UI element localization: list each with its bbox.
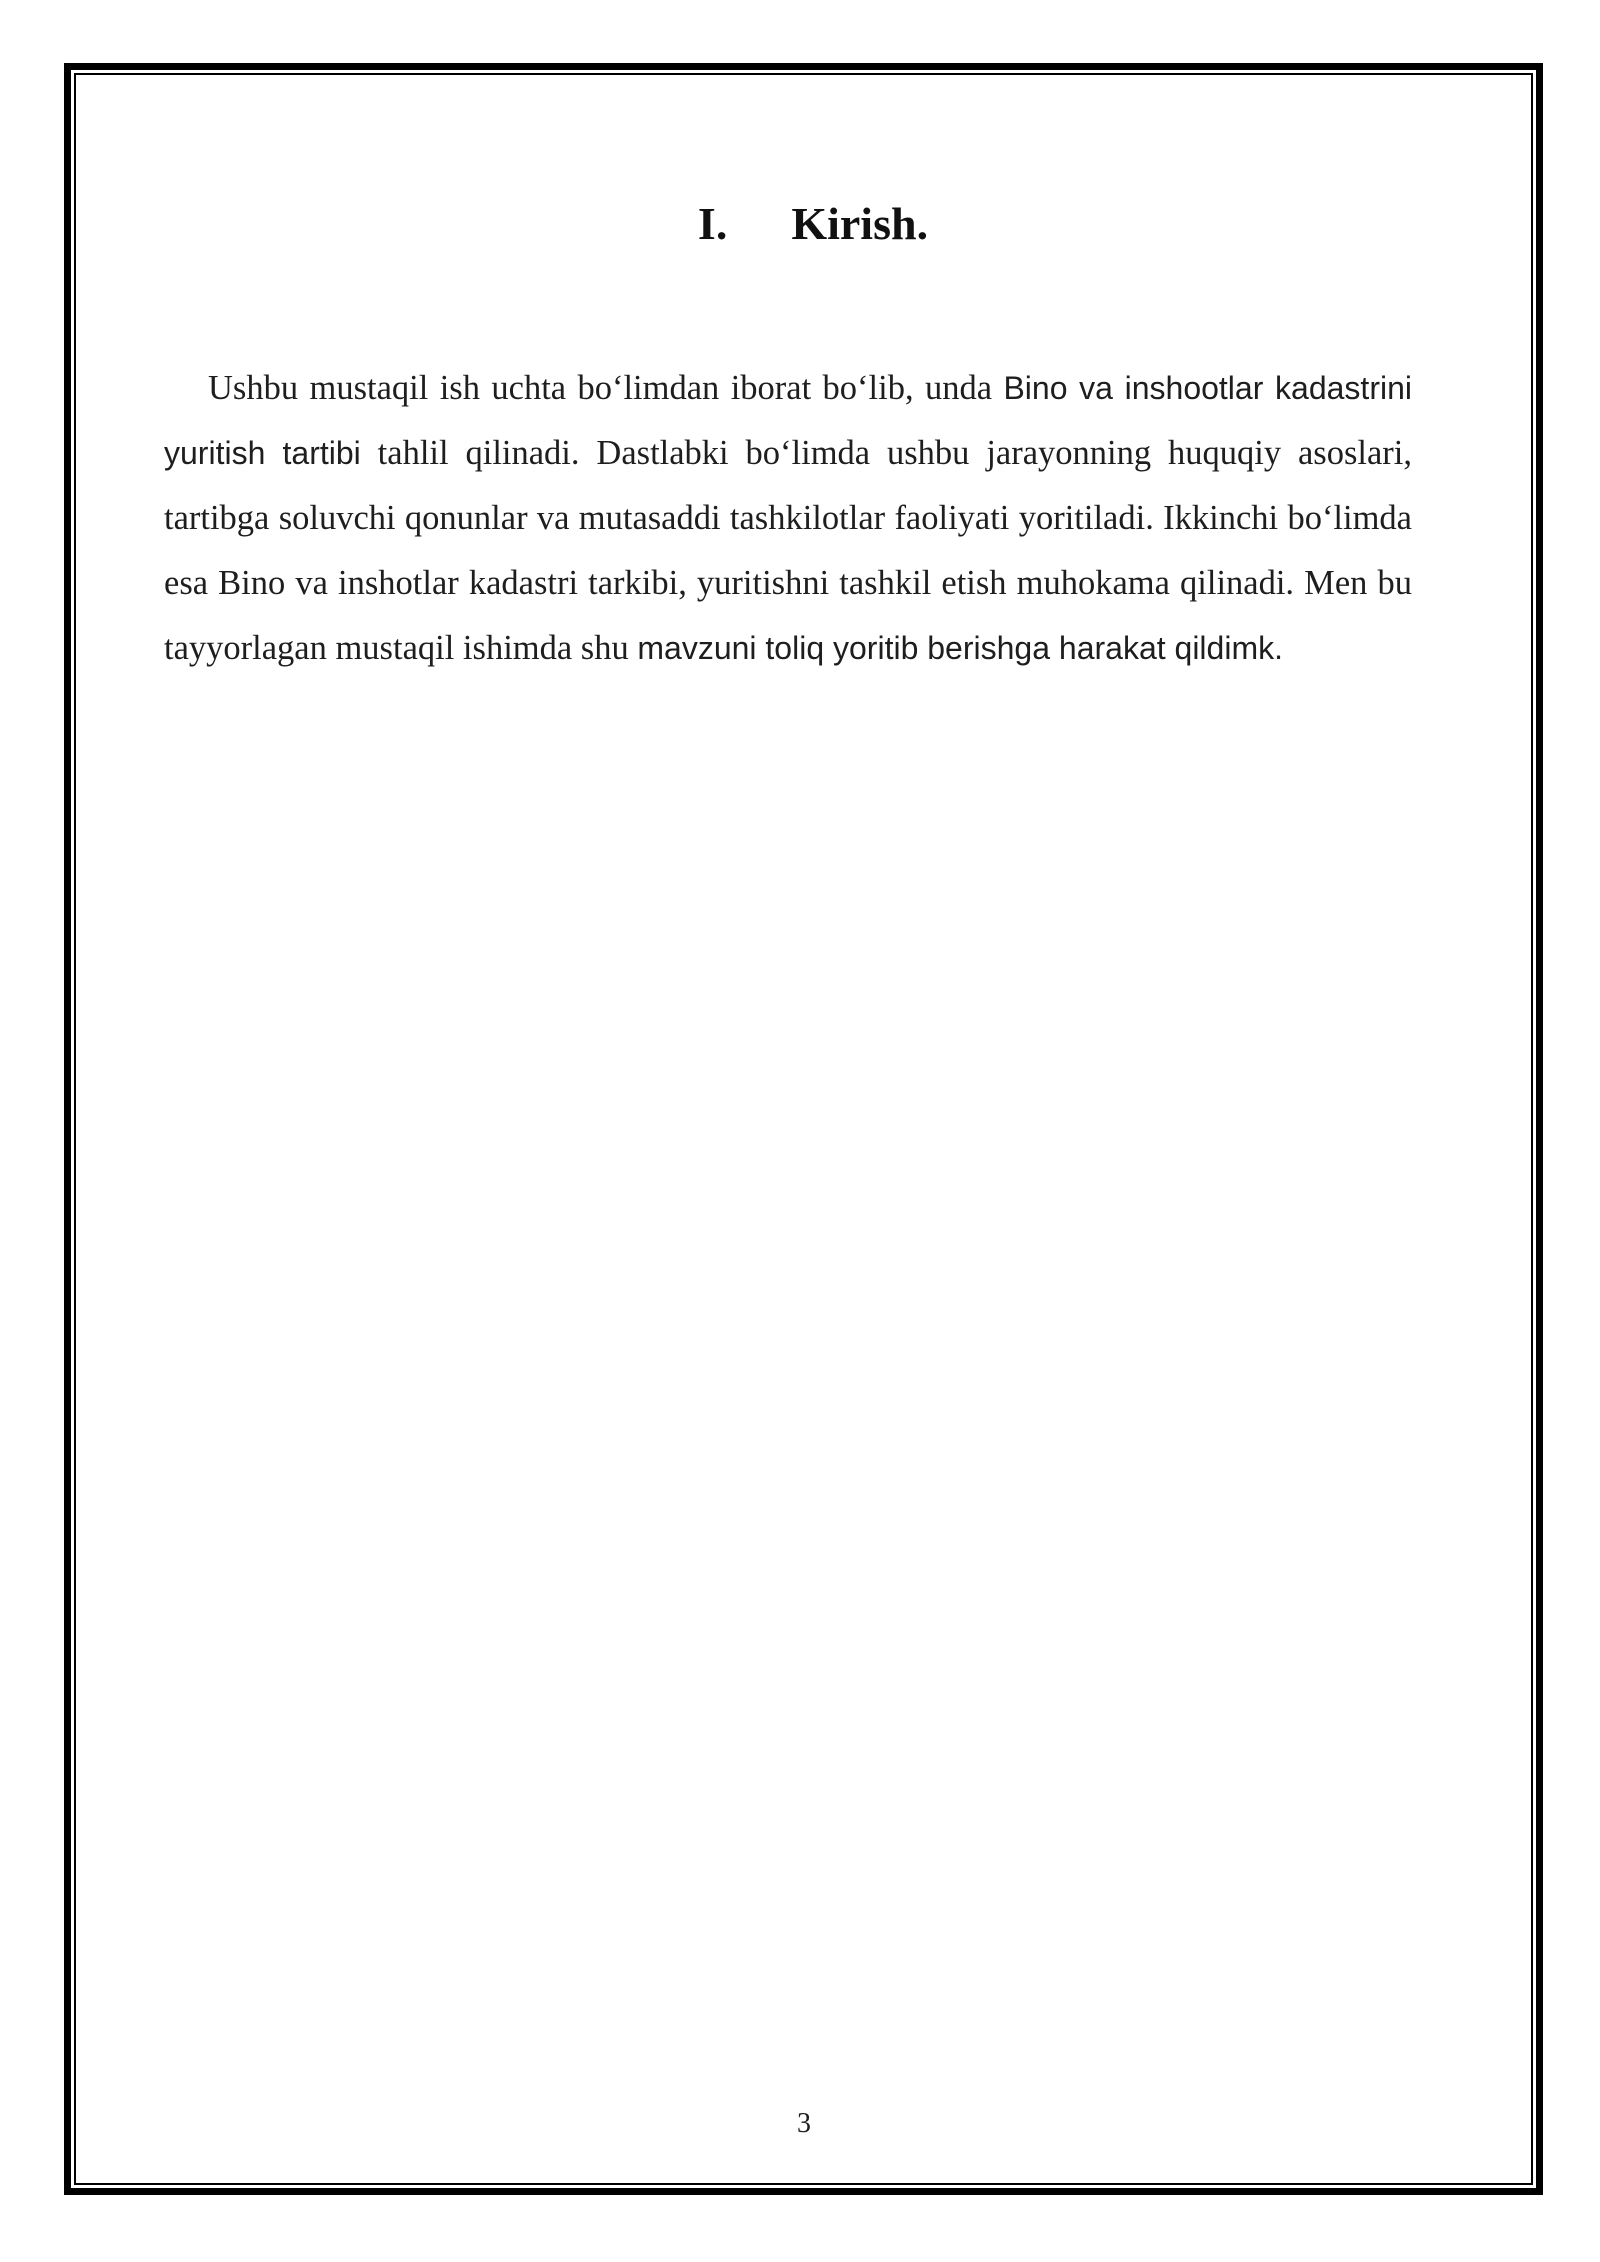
paragraph-topic-highlight: Bino va inshootlar kadastrini yuritish tartibi [164, 370, 1412, 471]
paragraph-text-end: mavzuni toliq yoritib berishga harakat qildimk. [637, 630, 1283, 666]
intro-paragraph [164, 356, 1412, 681]
section-number: I. [697, 198, 728, 249]
page-number: 3 [797, 2108, 811, 2139]
paragraph-text-middle: tahlil qilinadi. Dastlabki bo‘limda ushbu jarayonning huquqiy asoslari, tartibga soluvchi qonunlar va mutasaddi tashkilotlar faoliyati yoritiladi. Ikkinchi bo‘limda esa Bino va inshotlar kadastri tarkibi, yuritishni tashkil etish muhokama qilinadi. Men bu tayyorlagan mustaqil ishimda shu [164, 434, 1412, 667]
paragraph-text-start: Ushbu mustaqil ish uchta bo‘limdan iborat bo‘lib, unda [208, 369, 1004, 407]
section-heading [0, 196, 1600, 252]
section-title: Kirish. [791, 198, 929, 249]
